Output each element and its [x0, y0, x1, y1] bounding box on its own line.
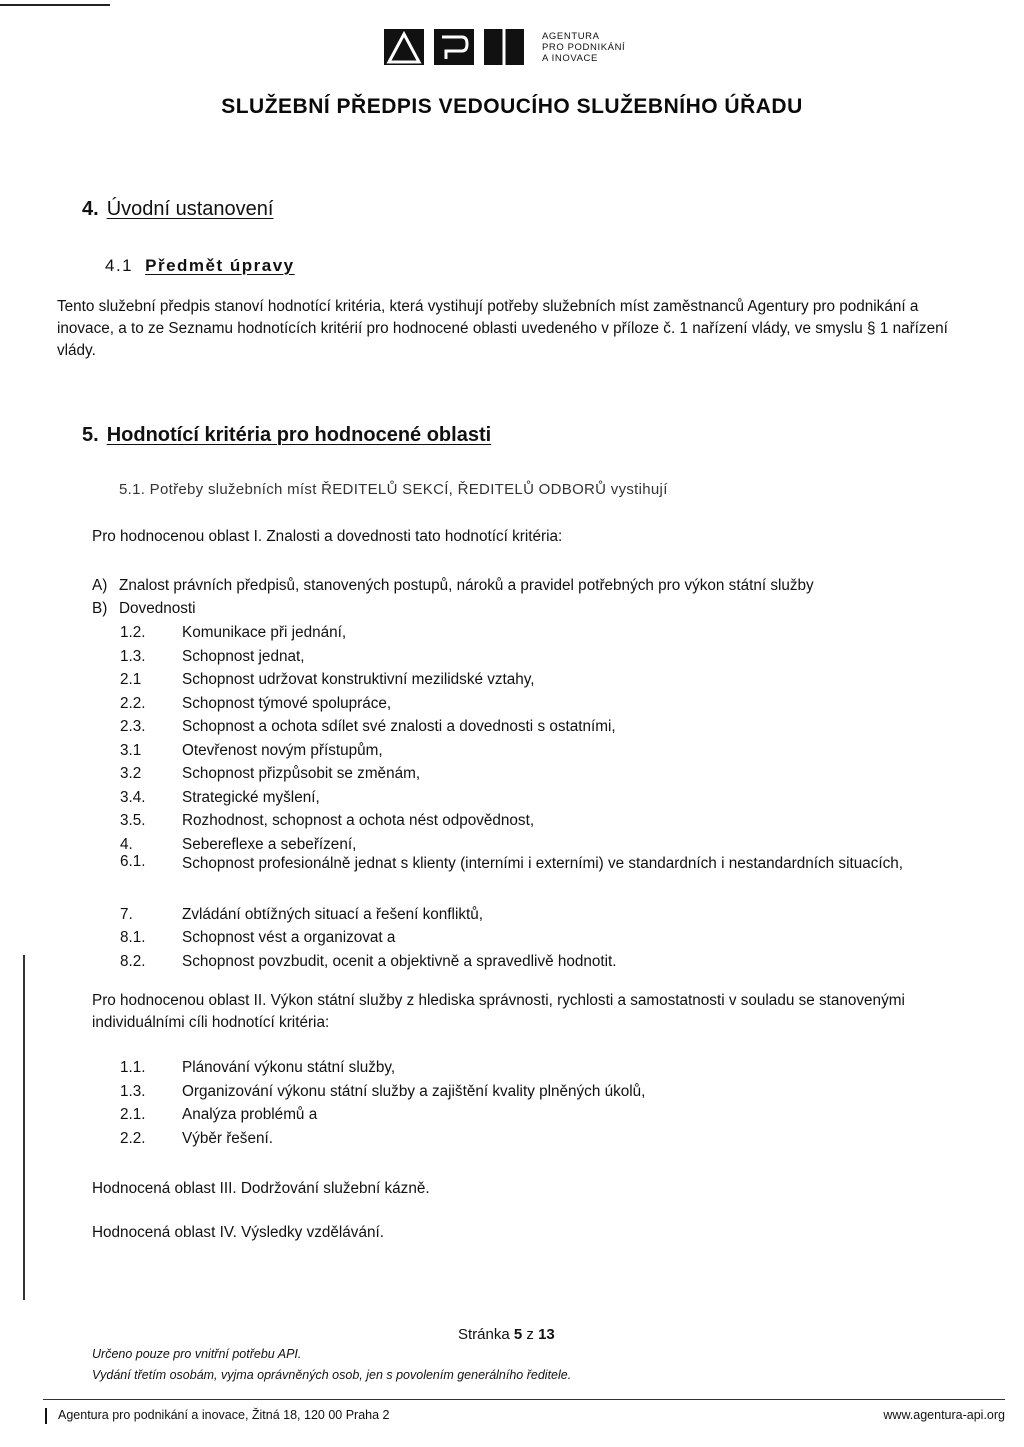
logo-letter-a	[384, 29, 424, 65]
logo-text	[542, 31, 625, 64]
margin-line	[23, 955, 25, 1300]
section-4-number: 4.	[82, 198, 99, 220]
section-4-1-number: 4.1	[105, 256, 134, 275]
section-4-paragraph: Tento služební předpis stanoví hodnotící kritéria, která vystihují potřeby služebních míst zaměstnanců Agentury pro podnikání a inovace, a to ze Seznamu hodnotících kritérií pro hodnocené oblasti uvedeného v příloze č. 1 nařízení vlády, ve smyslu § 1 nařízení vlády.	[57, 298, 948, 359]
page-number: Stránka 5 z 13	[458, 1326, 555, 1343]
document-title: SLUŽEBNÍ PŘEDPIS VEDOUCÍHO SLUŽEBNÍHO ÚŘADU	[221, 95, 803, 118]
section-5-heading	[82, 424, 491, 447]
section-4-heading	[82, 198, 273, 221]
document-page: AGENTURA PRO PODNIKÁNÍ A INOVACE SLUŽEBNÍ PŘEDPIS VEDOUCÍHO SLUŽEBNÍHO ÚŘADU 4. Úvodní ustanovení 4.1 Předmět úpravy Tento služební předpis stanoví hodnotící kritéria, která vystihují potřeby služebních míst zaměstnanců Agentury pro podnikání a inovace, a to ze Seznamu hodnotících kritérií pro hodnocené oblasti uvedeného v příloze č. 1 nařízení vlády, ve smyslu § 1 nařízení vlády. 5. Hodnotící kritéria pro hodnocené oblasti 5.1. Potřeby služebních míst ŘEDITELŮ SEKCÍ, ŘEDITELŮ ODBORŮ vystihují Pro hodnocenou oblast I. Znalosti a dovednosti tato hodnotící kritéria: A) Znalost právních předpisů, stanovených postupů, nároků a pravidel potřebných pro výkon státní služby B) Dovednosti 1.2. Komunikace při jednání, 1.3. Schopnost jednat, 2.1 Schopnost udržovat konstruktivní mezilidské vztahy, 2.2. Schopnost týmové spolupráce, 2.3. Schopnost a ochota sdílet své znalosti a dovednosti s ostatními, 3.1 Otevřenost novým přístupům, 3.2 Schopnost přizpůsobit se změnám, 3.4. Strategické myšlení, 3.5. Rozhodnost, schopnost a ochota nést odpovědnost, 4. Sebereflexe a sebeřízení, 6.1. Schopnost profesionálně jednat s klienty (interními i externími) ve standardních i nestandardních situacích, 7. Zvládání obtížných situací a řešení konfliktů, 8.1. Schopnost vést a organizovat a 8.2. Schopnost povzbudit, ocenit a objektivně a spravedlivě hodnotit. Pro hodnocenou oblast II. Výkon státní služby z hlediska správnosti, rychlosti a samostatnosti v souladu se stanovenými individuálními cíli hodnotící kritéria: 1.1. Plánování výkonu státní služby, 1.3. Organizování výkonu státní služby a zajištění kvality plněných úkolů, 2.1. Analýza problémů a 2.2. Výběr řešení. Hodnocená oblast III. Dodržování služební kázně. Hodnocená oblast IV. Výsledky vzdělávání. Stránka 5 z 13 Určeno pouze pro vnitřní potřebu API. Vydání třetím osobám, vyjma oprávněných osob, jen s povolením generálního ředitele. Agentura pro podnikání a inovace, Žitná 18, 120 00 Praha 2 www.agentura-api.org	[0, 0, 1024, 1447]
section-5-title: Hodnotící kritéria pro hodnocené oblasti	[106, 424, 492, 446]
footer-rule	[43, 1399, 1005, 1400]
logo-line-3: A INOVACE	[542, 52, 598, 64]
oblast-2-intro: Pro hodnocenou oblast II. Výkon státní služby z hlediska správnosti, rychlosti a samostatnosti v souladu se stanovenými individuálními cíli hodnotící kritéria:	[92, 992, 905, 1031]
section-4-1-heading	[105, 256, 295, 276]
logo-line-1: AGENTURA	[542, 30, 600, 42]
top-rule	[0, 4, 110, 6]
logo-letter-i	[484, 29, 524, 65]
api-logo	[384, 28, 625, 66]
footer-address: Agentura pro podnikání a inovace, Žitná 18, 120 00 Praha 2	[58, 1408, 390, 1422]
footer-bar	[45, 1408, 47, 1424]
section-4-1-title: Předmět úpravy	[145, 256, 295, 275]
internal-use-note: Určeno pouze pro vnitřní potřebu API.	[92, 1347, 302, 1361]
logo-letter-p	[434, 29, 474, 65]
section-5-number: 5.	[82, 424, 99, 446]
section-4-title: Úvodní ustanovení	[106, 198, 274, 220]
distribution-note: Vydání třetím osobám, vyjma oprávněných osob, jen s povolením generálního ředitele.	[92, 1368, 572, 1382]
section-5-1-heading: 5.1. Potřeby služebních míst ŘEDITELŮ SEKCÍ, ŘEDITELŮ ODBORŮ vystihují	[119, 481, 668, 498]
logo-line-2: PRO PODNIKÁNÍ	[542, 41, 626, 53]
footer-website: www.agentura-api.org	[883, 1408, 1005, 1422]
